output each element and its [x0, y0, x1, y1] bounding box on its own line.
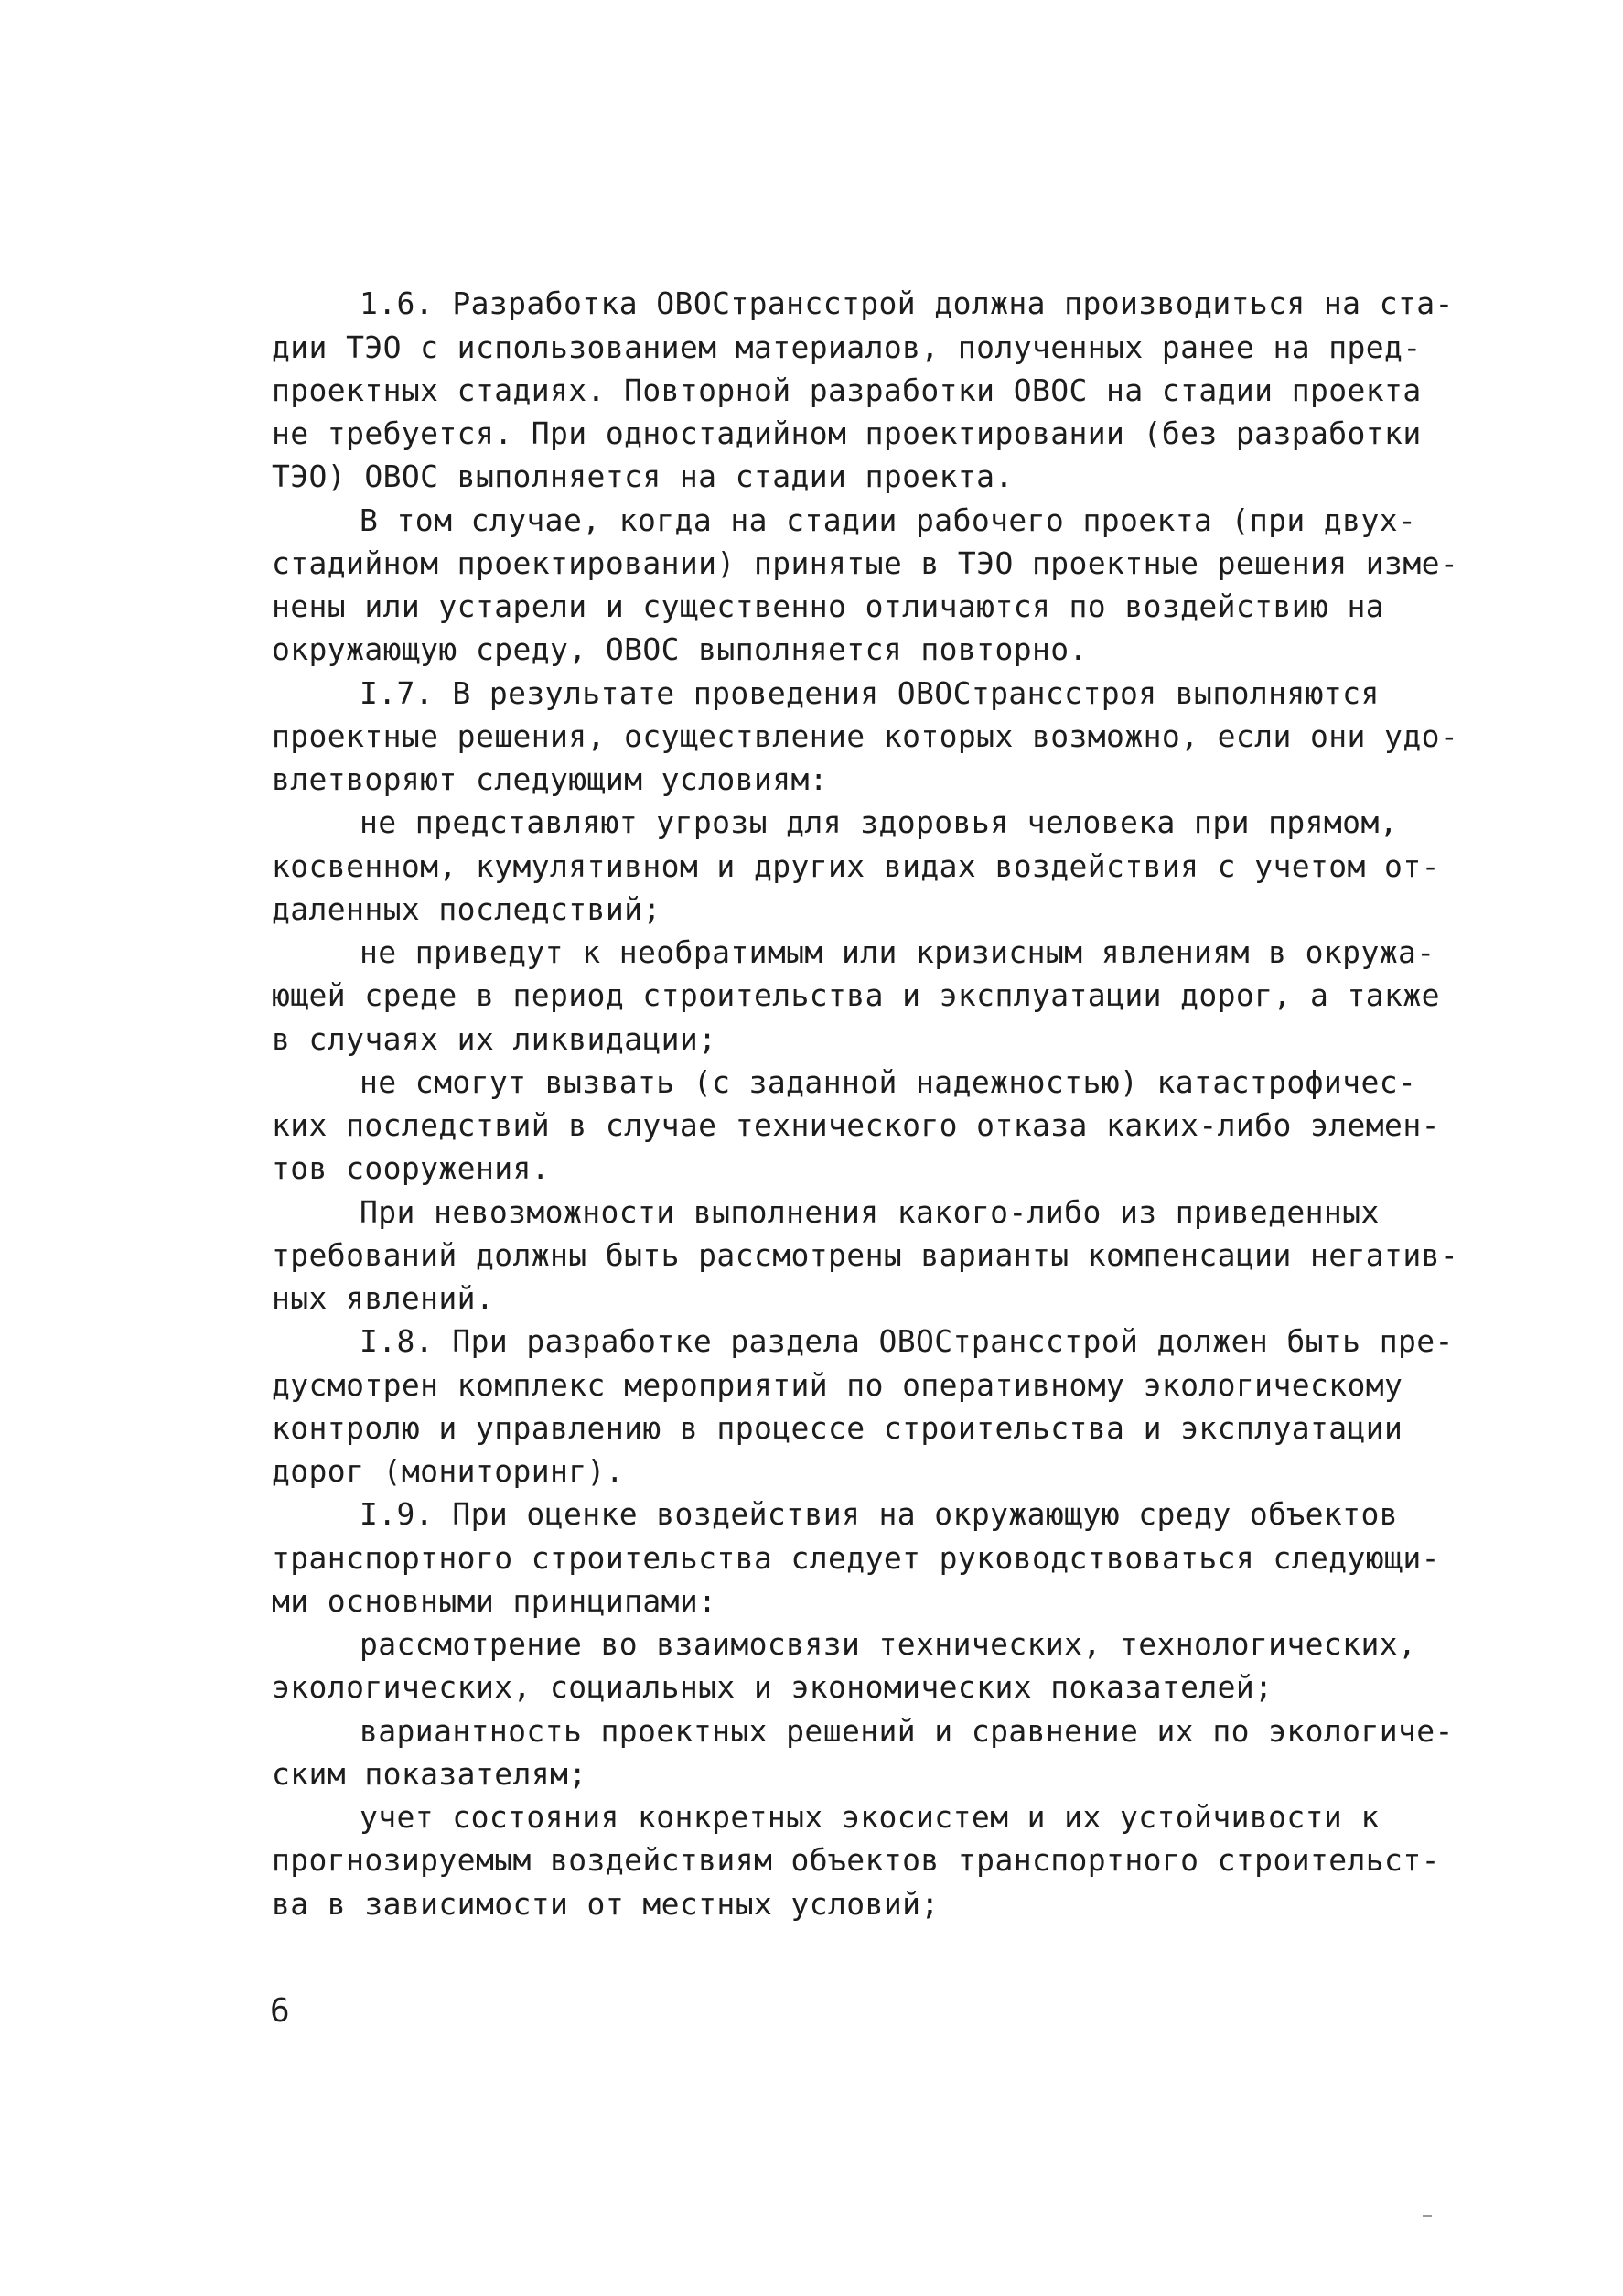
text-line: ных явлений.	[272, 1280, 495, 1316]
text-line: ТЭО) ОВОС выполняется на стадии проекта.	[272, 458, 1014, 494]
text-line: не смогут вызвать (с заданной надежностью) катастрофичес-	[360, 1064, 1417, 1100]
text-line: проектных стадиях. Повторной разработки ОВОС на стадии проекта	[272, 372, 1422, 408]
text-line: не приведут к необратимым или кризисным явлениям в окружа-	[360, 934, 1435, 970]
text-line: проектные решения, осуществление которых возможно, если они удо-	[272, 718, 1459, 754]
text-line: I.9. При оценке воздействия на окружающую среду объектов	[360, 1496, 1398, 1532]
text-line: даленных последствий;	[272, 891, 661, 927]
text-line: учет состояния конкретных экосистем и их устойчивости к	[360, 1799, 1380, 1835]
text-line: прогнозируемым воздействиям объектов транспортного строительст-	[272, 1842, 1440, 1878]
text-line: дии ТЭО с использованием материалов, полученных ранее на пред-	[272, 329, 1422, 365]
text-line: ским показателям;	[272, 1756, 587, 1792]
text-line: в случаях их ликвидации;	[272, 1021, 717, 1057]
text-line: дорог (мониторинг).	[272, 1453, 625, 1489]
text-line: нены или устарели и существенно отличаются по воздействию на	[272, 588, 1385, 624]
text-line: ющей среде в период строительства и эксплуатации дорог, а также	[272, 977, 1440, 1013]
text-line: не требуется. При одностадийном проектировании (без разработки	[272, 415, 1422, 451]
text-line: ва в зависимости от местных условий;	[272, 1886, 940, 1922]
text-line: требований должны быть рассмотрены варианты компенсации негатив-	[272, 1237, 1459, 1273]
text-line: транспортного строительства следует руководствоваться следующи-	[272, 1540, 1440, 1576]
text-line: вариантность проектных решений и сравнение их по экологиче-	[360, 1713, 1454, 1749]
text-line: экологических, социальных и экономических показателей;	[272, 1669, 1274, 1705]
text-line: В том случае, когда на стадии рабочего проекта (при двух-	[360, 502, 1417, 538]
text-line: 1.6. Разработка ОВОСтрансстрой должна производиться на ста-	[360, 286, 1454, 321]
text-line: I.7. В результате проведения ОВОСтрансстроя выполняются	[360, 675, 1380, 711]
scan-artifact-mark	[1423, 2215, 1432, 2217]
text-line: влетворяют следующим условиям:	[272, 761, 829, 797]
text-line: ких последствий в случае технического отказа каких-либо элемен-	[272, 1107, 1440, 1143]
text-line: При невозможности выполнения какого-либо из приведенных	[360, 1194, 1380, 1230]
text-line: I.8. При разработке раздела ОВОСтрансстрой должен быть пре-	[360, 1323, 1454, 1359]
text-line: косвенном, кумулятивном и других видах воздействия с учетом от-	[272, 848, 1440, 884]
page-number: 6	[270, 1992, 290, 2030]
text-line: рассмотрение во взаимосвязи технических, технологических,	[360, 1626, 1417, 1662]
text-line: не представляют угрозы для здоровья человека при прямом,	[360, 804, 1398, 840]
text-line: стадийном проектировании) принятые в ТЭО проектные решения изме-	[272, 545, 1459, 581]
text-line: ми основными принципами:	[272, 1583, 717, 1619]
text-line: тов сооружения.	[272, 1150, 551, 1186]
text-line: окружающую среду, ОВОС выполняется повторно.	[272, 631, 1088, 667]
text-line: контролю и управлению в процессе строительства и эксплуатации	[272, 1410, 1403, 1446]
text-line: дусмотрен комплекс мероприятий по оперативному экологическому	[272, 1367, 1403, 1403]
